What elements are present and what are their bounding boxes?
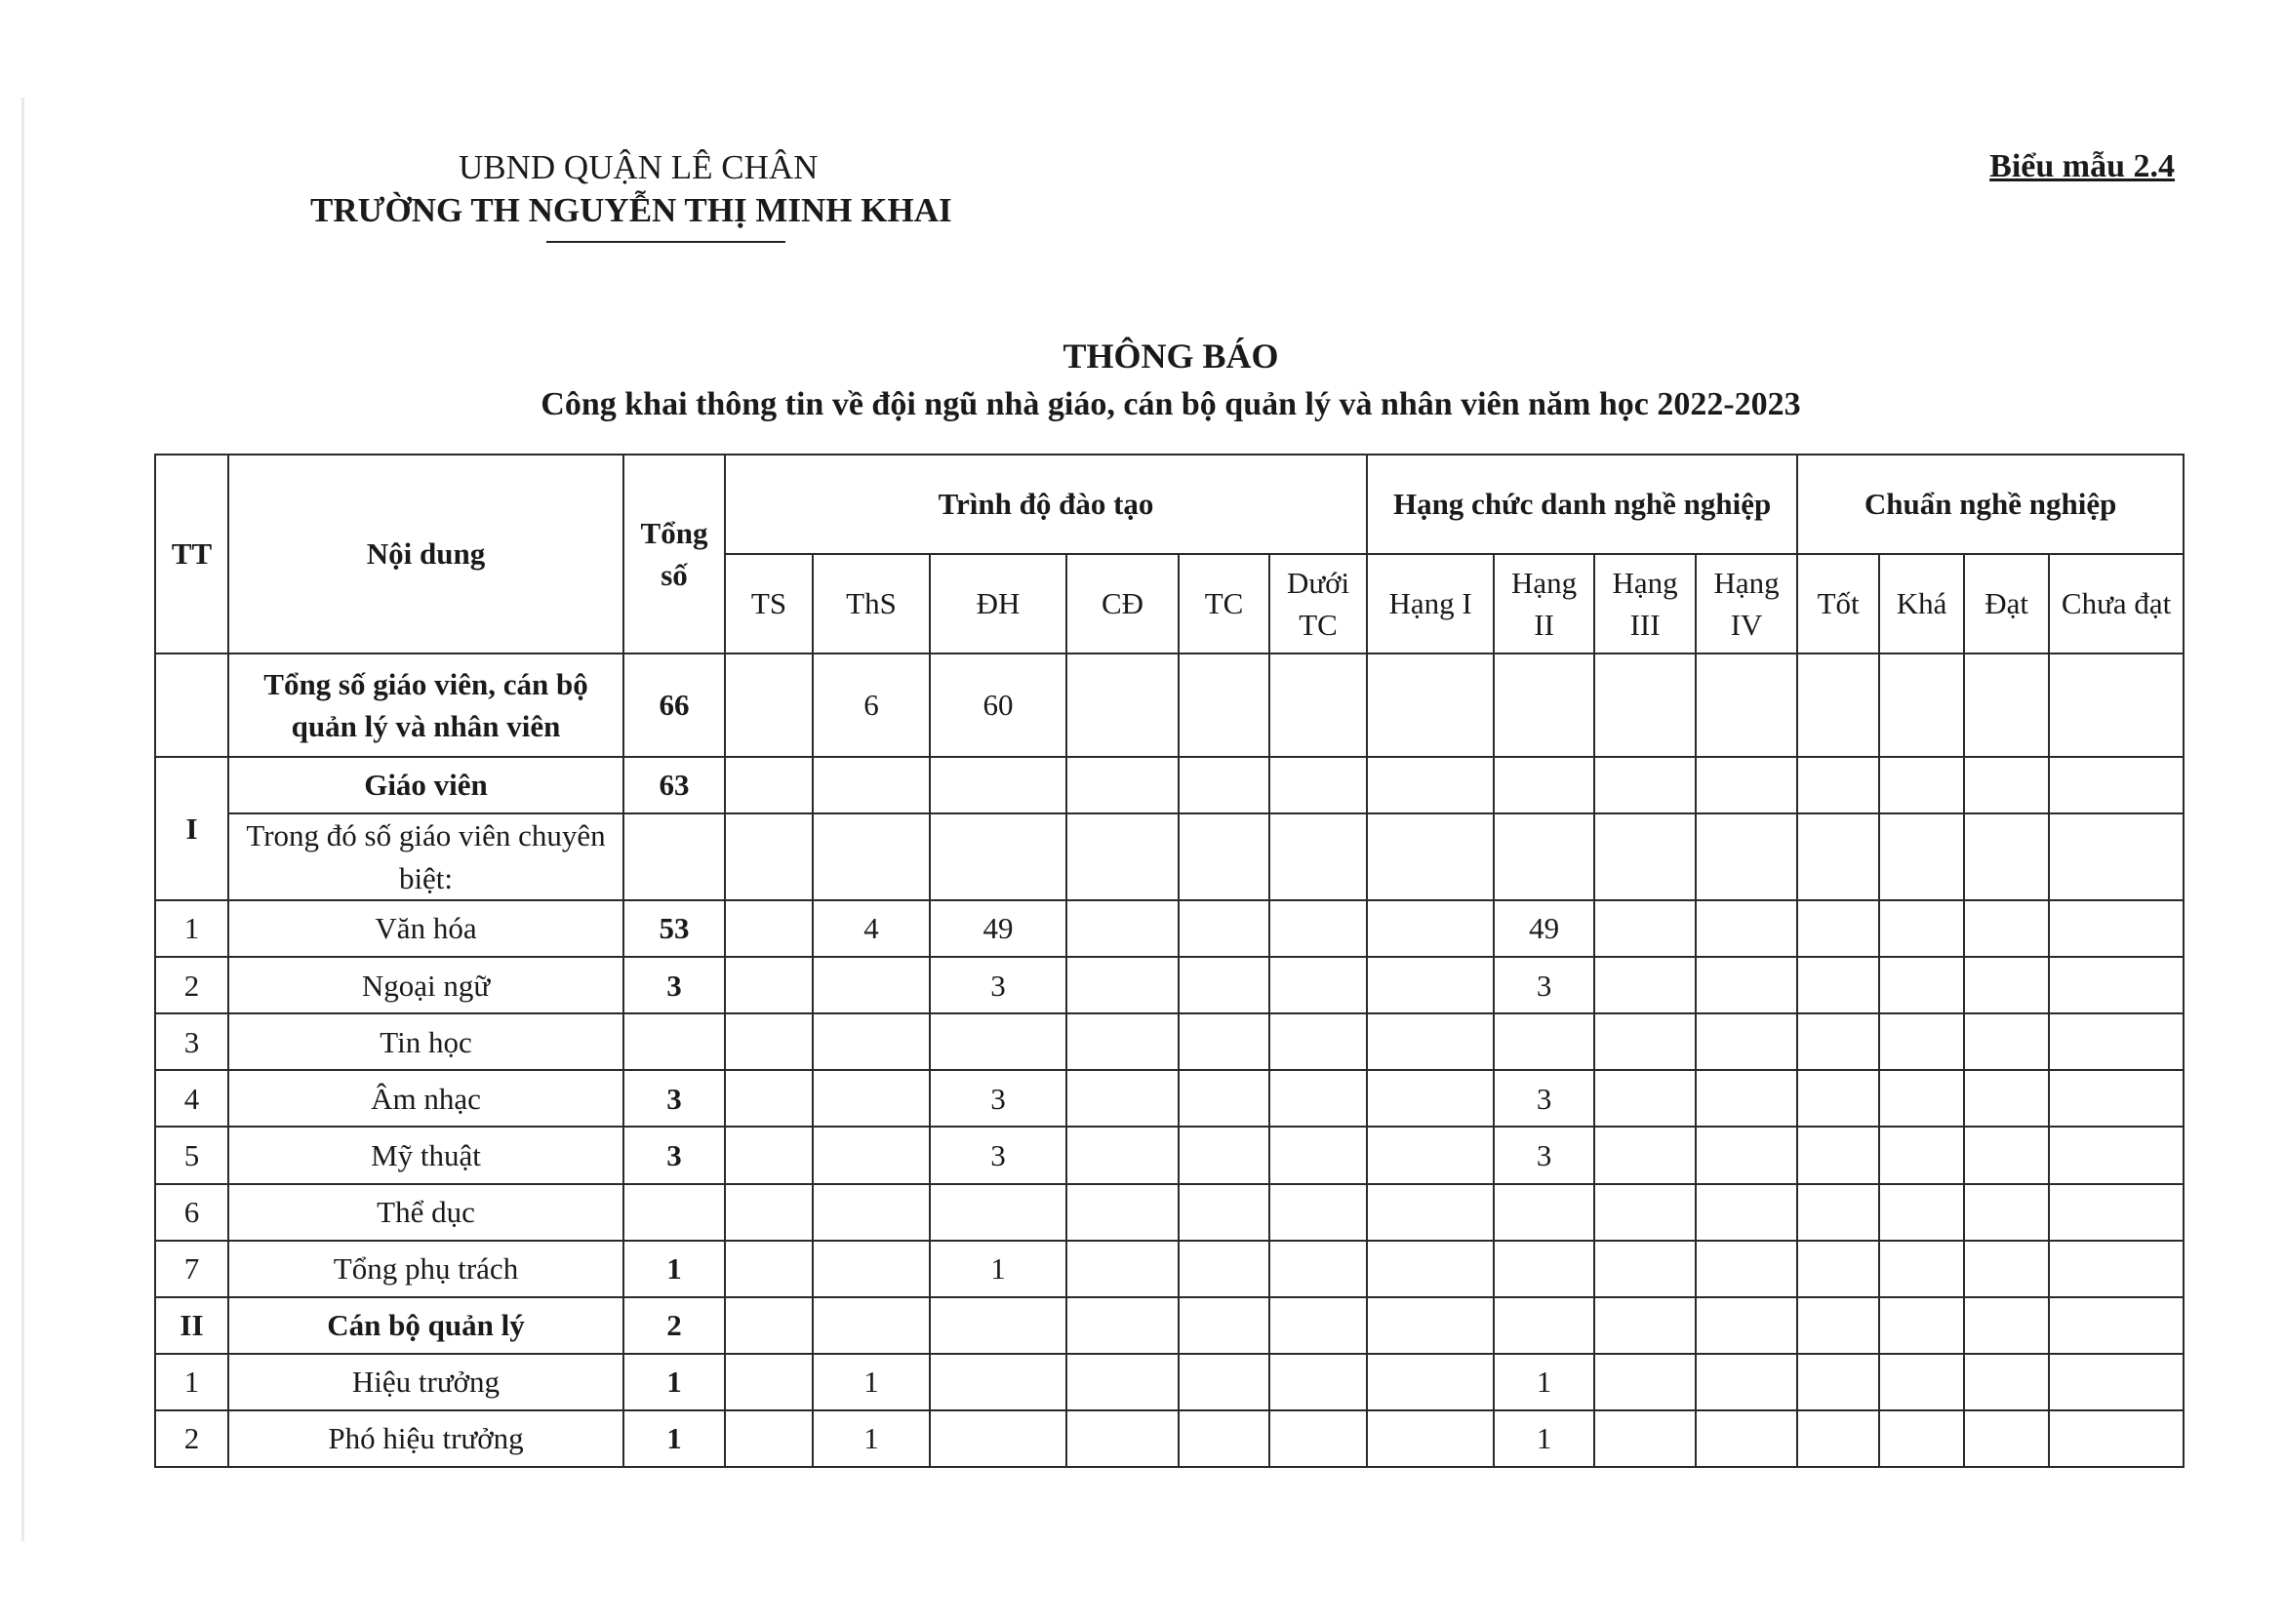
row-tt: 3: [155, 1013, 228, 1070]
cell-pass: [1964, 1127, 2049, 1183]
cell-good: [1797, 1241, 1879, 1297]
cell-ts: [725, 1013, 813, 1070]
row-label: Tổng phụ trách: [228, 1241, 623, 1297]
cell-rank-4: [1696, 1354, 1797, 1410]
cell-cd: [1066, 900, 1179, 957]
table-row: [155, 1127, 2184, 1183]
row-total: 3: [623, 1070, 725, 1127]
header-rank-1: Hạng I: [1367, 554, 1494, 654]
row-tt: 2: [155, 1410, 228, 1467]
cell-fail: [2049, 1127, 2184, 1183]
row-total: 1: [623, 1354, 725, 1410]
cell-fail: [2049, 1354, 2184, 1410]
cell-below-tc: [1269, 1354, 1367, 1410]
cell-ts: [725, 1127, 813, 1183]
cell-rank-3: [1594, 1127, 1696, 1183]
cell-rank-3: [1594, 1410, 1696, 1467]
row-total: 1: [623, 1241, 725, 1297]
table-row: [155, 1070, 2184, 1127]
cell-fail: [2049, 1070, 2184, 1127]
row-total: 3: [623, 957, 725, 1013]
group-row-teachers: [155, 757, 2184, 813]
header-content: Nội dung: [228, 455, 623, 654]
cell-rank-2: 3: [1494, 957, 1594, 1013]
row-label: Ngoại ngữ: [228, 957, 623, 1013]
cell-rank-2: 49: [1494, 900, 1594, 957]
table-row: [155, 1410, 2184, 1467]
cell-cd: [1066, 1354, 1179, 1410]
cell-dh: [930, 1354, 1066, 1410]
cell-rank-3: [1594, 1013, 1696, 1070]
cell-rank-1: [1367, 1354, 1494, 1410]
cell-good: [1797, 1013, 1879, 1070]
cell-good: [1797, 900, 1879, 957]
cell-rank-4: [1696, 1013, 1797, 1070]
cell-cd: [1066, 1410, 1179, 1467]
cell-dh: [930, 1410, 1066, 1467]
header-training-dh: ĐH: [930, 554, 1066, 654]
cell-cd: [1066, 1241, 1179, 1297]
cell-rank-3: [1594, 957, 1696, 1013]
summary-row: [155, 654, 2184, 757]
cell-below-tc: [1269, 957, 1367, 1013]
cell-dh: 3: [930, 1070, 1066, 1127]
row-tt: 1: [155, 900, 228, 957]
header-standard-group: Chuẩn nghề nghiệp: [1797, 455, 2184, 554]
header-training-below-tc: Dưới TC: [1269, 554, 1367, 654]
cell-ts: [725, 1070, 813, 1127]
cell-rank-2: 1: [1494, 1410, 1594, 1467]
cell-fail: [2049, 1184, 2184, 1241]
header-rank-3: Hạng III: [1594, 554, 1696, 654]
table-row: [155, 957, 2184, 1013]
header-standard-fair: Khá: [1879, 554, 1964, 654]
header-total: Tổng số: [623, 455, 725, 654]
cell-ts: [725, 957, 813, 1013]
group-label: Cán bộ quản lý: [228, 1297, 623, 1354]
cell-rank-2: [1494, 1184, 1594, 1241]
cell-rank-4: [1696, 1410, 1797, 1467]
row-tt: 2: [155, 957, 228, 1013]
header-training-tc: TC: [1179, 554, 1269, 654]
cell-dh: 1: [930, 1241, 1066, 1297]
cell-pass: [1964, 1410, 2049, 1467]
cell-ths: [813, 1241, 930, 1297]
cell-ths: 4: [813, 900, 930, 957]
table-row: [155, 1184, 2184, 1241]
row-total: 3: [623, 1127, 725, 1183]
cell-tc: [1179, 1184, 1269, 1241]
row-total: [623, 1013, 725, 1070]
cell-fail: [2049, 957, 2184, 1013]
cell-rank-1: [1367, 900, 1494, 957]
cell-dh: 3: [930, 957, 1066, 1013]
cell-tc: [1179, 1013, 1269, 1070]
cell-ths: [813, 1070, 930, 1127]
row-total: 53: [623, 900, 725, 957]
header-standard-good: Tốt: [1797, 554, 1879, 654]
cell-ths: [813, 1127, 930, 1183]
row-tt: 7: [155, 1241, 228, 1297]
cell-rank-1: [1367, 957, 1494, 1013]
cell-tc: [1179, 900, 1269, 957]
cell-dh: 49: [930, 900, 1066, 957]
cell-below-tc: [1269, 1127, 1367, 1183]
cell-below-tc: [1269, 1241, 1367, 1297]
summary-label: Tổng số giáo viên, cán bộ quản lý và nhân viên: [228, 654, 623, 757]
cell-ths: [813, 1184, 930, 1241]
cell-ts: [725, 900, 813, 957]
cell-pass: [1964, 1070, 2049, 1127]
row-label: Phó hiệu trưởng: [228, 1410, 623, 1467]
staff-table: [154, 454, 2185, 1468]
group-tt: I: [155, 757, 228, 900]
cell-rank-4: [1696, 1241, 1797, 1297]
cell-below-tc: [1269, 1184, 1367, 1241]
cell-ts: [725, 1354, 813, 1410]
cell-fail: [2049, 900, 2184, 957]
cell-pass: [1964, 1241, 2049, 1297]
group-label: Giáo viên: [228, 757, 623, 813]
cell-rank-2: [1494, 1013, 1594, 1070]
cell-cd: [1066, 957, 1179, 1013]
cell-ths: [813, 957, 930, 1013]
row-label: Thể dục: [228, 1184, 623, 1241]
table-row: [155, 1013, 2184, 1070]
org-underline: [546, 241, 785, 243]
table-row: [155, 900, 2184, 957]
cell-rank-1: [1367, 1184, 1494, 1241]
cell-rank-3: [1594, 1070, 1696, 1127]
cell-rank-4: [1696, 1184, 1797, 1241]
cell-tc: [1179, 1070, 1269, 1127]
scan-edge: [21, 98, 24, 1541]
form-code: Biểu mẫu 2.4: [1989, 148, 2175, 184]
row-label: Hiệu trưởng: [228, 1354, 623, 1410]
header-training-ths: ThS: [813, 554, 930, 654]
row-tt: 5: [155, 1127, 228, 1183]
cell-fair: [1879, 1410, 1964, 1467]
header-training-group: Trình độ đào tạo: [725, 455, 1367, 554]
cell-ts: [725, 1241, 813, 1297]
cell-fair: [1879, 1241, 1964, 1297]
cell-fail: [2049, 1410, 2184, 1467]
cell-good: [1797, 1070, 1879, 1127]
header-training-ts: TS: [725, 554, 813, 654]
header-rank-4: Hạng IV: [1696, 554, 1797, 654]
cell-rank-2: [1494, 1241, 1594, 1297]
group-row-managers: [155, 1297, 2184, 1354]
cell-cd: [1066, 1127, 1179, 1183]
row-label: Tin học: [228, 1013, 623, 1070]
row-tt: 1: [155, 1354, 228, 1410]
cell-tc: [1179, 1127, 1269, 1183]
row-total: 1: [623, 1410, 725, 1467]
cell-rank-3: [1594, 900, 1696, 957]
cell-fair: [1879, 957, 1964, 1013]
group-note-row: [155, 813, 2184, 900]
row-total: [623, 1184, 725, 1241]
cell-ths: 1: [813, 1354, 930, 1410]
doc-subtitle: Công khai thông tin về đội ngũ nhà giáo, cán bộ quản lý và nhân viên năm học 2022-2023: [541, 386, 1801, 422]
table-row: [155, 1354, 2184, 1410]
cell-tc: [1179, 1410, 1269, 1467]
header-standard-fail: Chưa đạt: [2049, 554, 2184, 654]
cell-cd: [1066, 1070, 1179, 1127]
cell-ts: [725, 1410, 813, 1467]
cell-rank-1: [1367, 1013, 1494, 1070]
cell-rank-2: 3: [1494, 1070, 1594, 1127]
doc-title: THÔNG BÁO: [1062, 337, 1279, 376]
cell-good: [1797, 1127, 1879, 1183]
row-label: Văn hóa: [228, 900, 623, 957]
cell-rank-3: [1594, 1184, 1696, 1241]
row-tt: 4: [155, 1070, 228, 1127]
cell-fail: [2049, 1241, 2184, 1297]
cell-cd: [1066, 1184, 1179, 1241]
cell-pass: [1964, 1013, 2049, 1070]
summary-tt: [155, 654, 228, 757]
group-note: Trong đó số giáo viên chuyên biệt:: [228, 813, 623, 900]
summary-dh: 60: [930, 654, 1066, 757]
header-training-cd: CĐ: [1066, 554, 1179, 654]
group-total: 63: [623, 757, 725, 813]
cell-ths: 1: [813, 1410, 930, 1467]
cell-dh: [930, 1013, 1066, 1070]
row-label: Mỹ thuật: [228, 1127, 623, 1183]
cell-good: [1797, 1184, 1879, 1241]
cell-ths: [813, 1013, 930, 1070]
header-rank-2: Hạng II: [1494, 554, 1594, 654]
cell-dh: [930, 1184, 1066, 1241]
cell-good: [1797, 957, 1879, 1013]
cell-fair: [1879, 900, 1964, 957]
org-line-1: UBND QUẬN LÊ CHÂN: [459, 148, 819, 186]
cell-below-tc: [1269, 900, 1367, 957]
row-label: Âm nhạc: [228, 1070, 623, 1127]
cell-pass: [1964, 1184, 2049, 1241]
table-row: [155, 1241, 2184, 1297]
cell-below-tc: [1269, 1410, 1367, 1467]
header-tt: TT: [155, 455, 228, 654]
cell-dh: 3: [930, 1127, 1066, 1183]
cell-pass: [1964, 957, 2049, 1013]
header-standard-pass: Đạt: [1964, 554, 2049, 654]
cell-good: [1797, 1410, 1879, 1467]
cell-rank-4: [1696, 1127, 1797, 1183]
cell-pass: [1964, 900, 2049, 957]
cell-rank-1: [1367, 1070, 1494, 1127]
row-tt: 6: [155, 1184, 228, 1241]
cell-rank-1: [1367, 1241, 1494, 1297]
cell-rank-4: [1696, 900, 1797, 957]
summary-total: 66: [623, 654, 725, 757]
cell-fair: [1879, 1354, 1964, 1410]
org-line-2: TRƯỜNG TH NGUYỄN THỊ MINH KHAI: [310, 191, 952, 229]
cell-below-tc: [1269, 1070, 1367, 1127]
cell-fair: [1879, 1184, 1964, 1241]
summary-ths: 6: [813, 654, 930, 757]
cell-below-tc: [1269, 1013, 1367, 1070]
cell-fail: [2049, 1013, 2184, 1070]
cell-rank-4: [1696, 1070, 1797, 1127]
cell-rank-2: 1: [1494, 1354, 1594, 1410]
cell-rank-4: [1696, 957, 1797, 1013]
cell-rank-2: 3: [1494, 1127, 1594, 1183]
cell-tc: [1179, 1354, 1269, 1410]
cell-rank-3: [1594, 1241, 1696, 1297]
cell-rank-1: [1367, 1127, 1494, 1183]
group-tt: II: [155, 1297, 228, 1354]
cell-fair: [1879, 1127, 1964, 1183]
cell-tc: [1179, 957, 1269, 1013]
cell-rank-1: [1367, 1410, 1494, 1467]
cell-ts: [725, 1184, 813, 1241]
cell-fair: [1879, 1013, 1964, 1070]
cell-good: [1797, 1354, 1879, 1410]
header-rank-group: Hạng chức danh nghề nghiệp: [1367, 455, 1797, 554]
group-total: 2: [623, 1297, 725, 1354]
cell-tc: [1179, 1241, 1269, 1297]
cell-rank-3: [1594, 1354, 1696, 1410]
cell-fair: [1879, 1070, 1964, 1127]
cell-pass: [1964, 1354, 2049, 1410]
cell-cd: [1066, 1013, 1179, 1070]
